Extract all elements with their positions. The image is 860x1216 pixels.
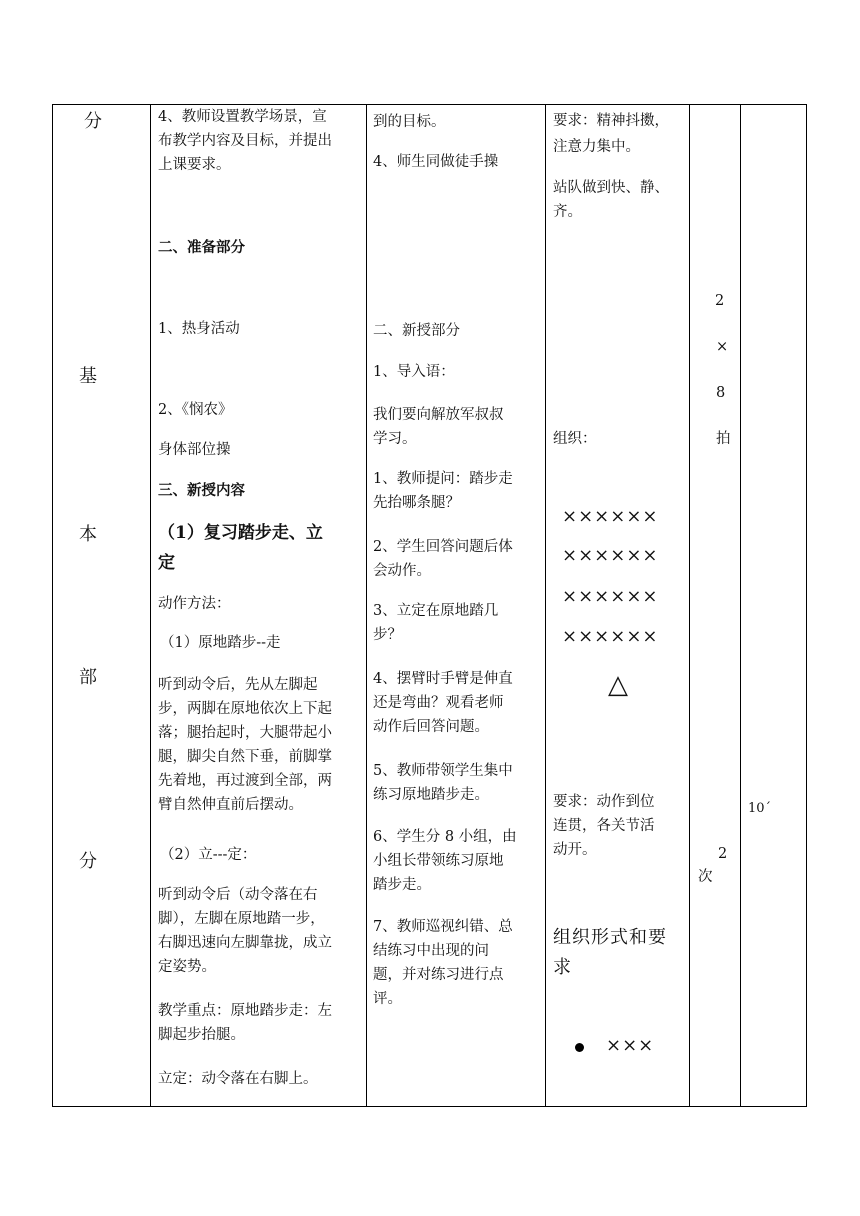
activity-text: 4、摆臂时手臂是伸直 (373, 671, 513, 687)
activity-text: 7、教师巡视纠错、总 (373, 919, 513, 935)
content-text: 上课要求。 (158, 157, 231, 173)
duration-text: 10´ (748, 801, 772, 816)
formation-row: ×××××× (562, 586, 659, 607)
formation-row: ×××××× (562, 506, 659, 527)
content-text: 动作方法： (158, 596, 231, 612)
column-divider (740, 105, 741, 1106)
repetition-text: × (716, 339, 729, 355)
formation-row: ×××××× (562, 545, 659, 566)
content-text: 布教学内容及目标，并提出 (158, 133, 332, 149)
content-text: 教学重点：原地踏步走：左 (158, 1003, 332, 1019)
activity-text: 小组长带领练习原地 (373, 853, 504, 869)
activity-text: 结练习中出现的问 (373, 943, 489, 959)
column-divider (366, 105, 367, 1106)
requirement-text: 连贯，各关节活 (553, 818, 655, 834)
subsection-heading: 定 (158, 553, 175, 573)
repetition-text: 2 (718, 846, 728, 862)
content-text: 立定：动令落在右脚上。 (158, 1071, 318, 1087)
content-text: 先着地，再过渡到全部，两 (158, 773, 332, 789)
activity-text: 动作后回答问题。 (373, 719, 489, 735)
group-marks: ××× (606, 1035, 655, 1056)
content-text: 脚），左脚在原地踏一步， (158, 911, 325, 927)
content-text: 步，两脚在原地依次上下起 (158, 701, 332, 717)
column-divider (545, 105, 546, 1106)
activity-text: 还是弯曲？观看老师 (373, 695, 504, 711)
content-text: 定姿势。 (158, 959, 216, 975)
section-char: 分 (84, 111, 102, 132)
content-text: 脚起步抬腿。 (158, 1027, 245, 1043)
content-text: 右脚迅速向左脚靠拢，成立 (158, 935, 332, 951)
content-text: 1、热身活动 (158, 321, 240, 337)
content-text: 听到动令后（动令落在右 (158, 887, 318, 903)
activity-text: 2、学生回答问题后体 (373, 539, 513, 555)
activity-text: 先抬哪条腿？ (373, 495, 460, 511)
teacher-position-triangle: △ (608, 670, 628, 700)
repetition-text: 8 (716, 385, 726, 401)
content-text: 2、《悯农》 (158, 402, 233, 418)
section-heading: 三、新授内容 (158, 482, 245, 499)
activity-text: 4、师生同做徒手操 (373, 154, 499, 170)
bullet-dot-icon (575, 1043, 584, 1052)
activity-text: 到的目标。 (373, 114, 446, 130)
activity-text: 步？ (373, 627, 402, 643)
column-divider (150, 105, 151, 1106)
activity-text: 踏步走。 (373, 877, 431, 893)
activity-text: 评。 (373, 991, 402, 1007)
section-char: 分 (79, 851, 97, 872)
requirement-text: 站队做到快、静、 (553, 180, 669, 196)
requirement-text: 要求：动作到位 (553, 794, 655, 810)
content-text: 落；腿抬起时，大腿带起小 (158, 725, 332, 741)
activity-text: 3、立定在原地踏几 (373, 603, 499, 619)
group-formation (575, 1034, 654, 1059)
requirement-text: 要求：精神抖擞， (553, 113, 669, 129)
activity-text: 1、教师提问：踏步走 (373, 471, 513, 487)
requirement-text: 动开。 (553, 842, 597, 858)
subsection-heading: （1）复习踏步走、立 (158, 523, 323, 543)
section-char: 部 (79, 667, 97, 688)
requirement-text: 齐。 (553, 204, 582, 220)
column-divider (689, 105, 690, 1106)
requirement-text: 注意力集中。 (553, 139, 640, 155)
activity-text: 二、新授部分 (373, 323, 460, 339)
activity-text: 5、教师带领学生集中 (373, 763, 513, 779)
activity-text: 会动作。 (373, 563, 431, 579)
formation-row: ×××××× (562, 626, 659, 647)
repetition-text: 2 (715, 293, 725, 309)
form-heading: 组织形式和要 (553, 927, 667, 948)
section-char: 本 (79, 524, 97, 545)
content-text: 腿，脚尖自然下垂，前脚掌 (158, 749, 332, 765)
content-text: 臂自然伸直前后摆动。 (158, 797, 303, 813)
repetition-text: 次 (698, 869, 713, 885)
content-text: 听到动令后，先从左脚起 (158, 677, 318, 693)
content-text: （2）立---定： (160, 847, 257, 863)
section-char: 基 (79, 366, 97, 387)
activity-text: 6、学生分 8 小组，由 (373, 829, 517, 845)
activity-text: 练习原地踏步走。 (373, 787, 489, 803)
activity-text: 1、导入语： (373, 364, 455, 380)
form-heading: 求 (553, 957, 572, 978)
content-text: （1）原地踏步--走 (160, 635, 281, 651)
repetition-text: 拍 (716, 431, 731, 447)
activity-text: 题，并对练习进行点 (373, 967, 504, 983)
organization-label: 组织： (553, 431, 597, 447)
activity-text: 学习。 (373, 431, 417, 447)
activity-text: 我们要向解放军叔叔 (373, 407, 504, 423)
content-text: 4、教师设置教学场景，宣 (158, 109, 327, 125)
content-text: 身体部位操 (158, 442, 231, 458)
section-heading: 二、准备部分 (158, 239, 245, 256)
